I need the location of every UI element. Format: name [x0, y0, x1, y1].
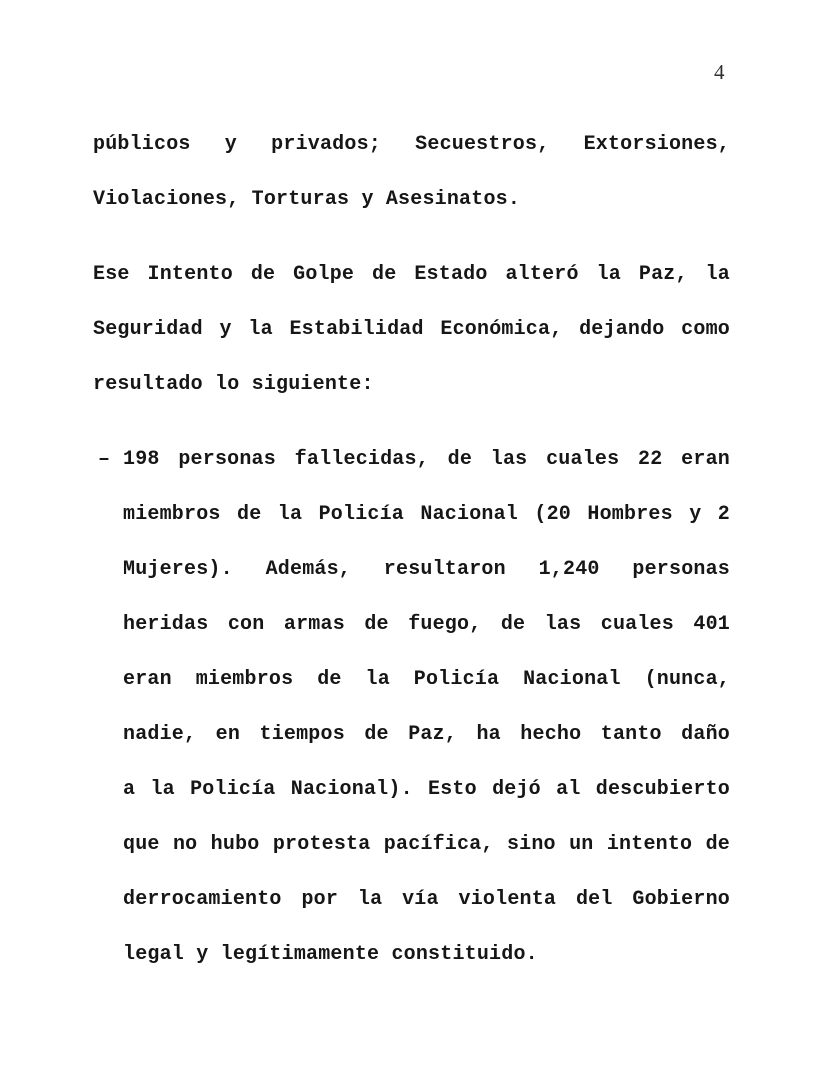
text-line: que no hubo protesta pacífica, sino un intento de [123, 833, 730, 856]
text-line: derrocamiento por la vía violenta del Gobierno [123, 888, 730, 911]
page-number: 4 [714, 60, 725, 84]
text-line: Seguridad y la Estabilidad Económica, dejando como [93, 318, 730, 341]
paragraph [93, 117, 730, 227]
bullet-dash: – [98, 448, 111, 471]
paragraph [93, 247, 730, 412]
text-line: heridas con armas de fuego, de las cuales 401 [123, 613, 730, 636]
text-line: a la Policía Nacional). Esto dejó al descubierto [123, 778, 730, 801]
text-line: Violaciones, Torturas y Asesinatos. [93, 188, 521, 211]
text-line: legal y legítimamente constituido. [123, 943, 538, 966]
text-line: nadie, en tiempos de Paz, ha hecho tanto daño [123, 723, 730, 746]
document-body [93, 117, 730, 1002]
text-line: públicos y privados; Secuestros, Extorsiones, [93, 133, 730, 156]
text-line: Ese Intento de Golpe de Estado alteró la Paz, la [93, 263, 730, 286]
text-line: eran miembros de la Policía Nacional (nunca, [123, 668, 730, 691]
text-line: miembros de la Policía Nacional (20 Hombres y 2 [123, 503, 730, 526]
text-line: Mujeres). Además, resultaron 1,240 personas [123, 558, 730, 581]
bullet-item [93, 432, 730, 982]
text-line: resultado lo siguiente: [93, 373, 374, 396]
text-line: 198 personas fallecidas, de las cuales 22 eran [123, 448, 730, 471]
